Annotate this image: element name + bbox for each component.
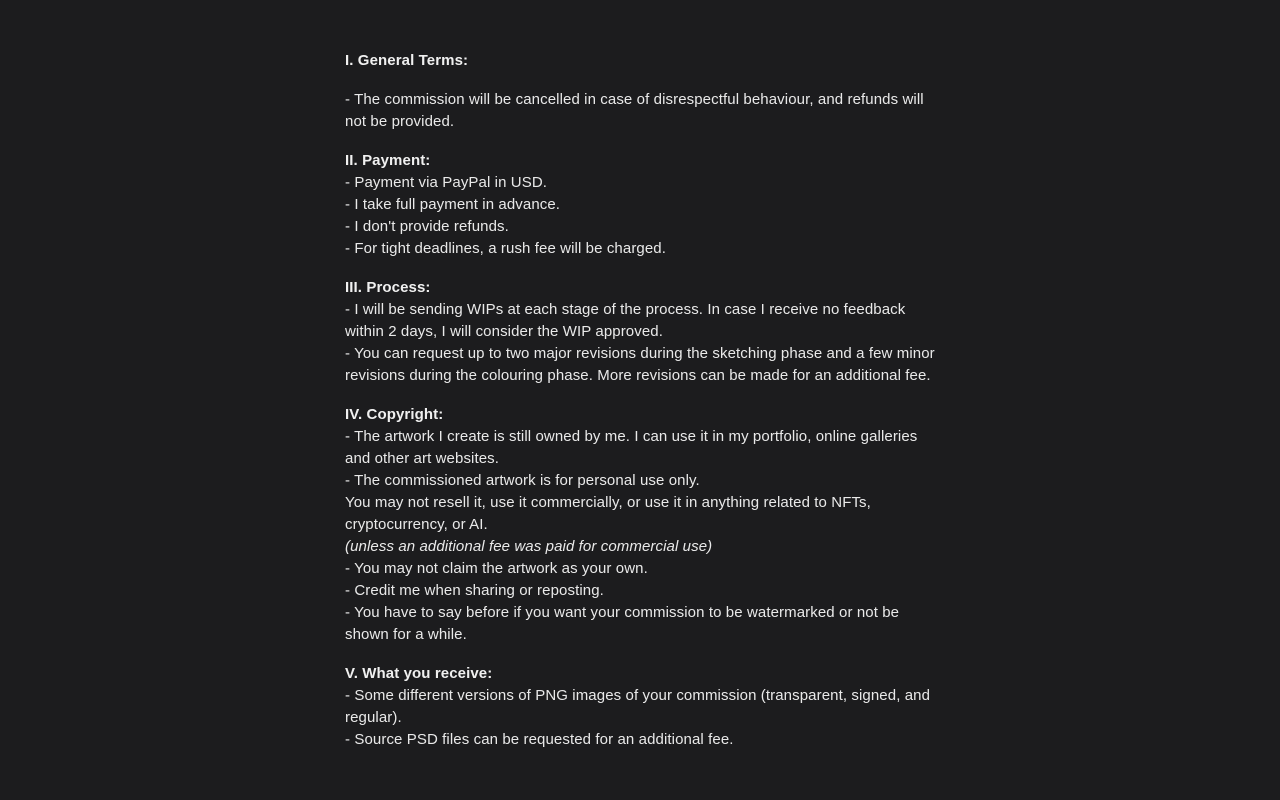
section-title-what-you-receive: V. What you receive: [345,665,493,682]
text-line: - Some different versions of PNG images of your commission (transparent, signed, and [345,687,931,704]
text-line: - You have to say before if you want your commission to be watermarked or not be [345,604,900,621]
text-line: within 2 days, I will consider the WIP approved. [345,323,664,340]
text-line: revisions during the colouring phase. More revisions can be made for an additional fee. [345,367,931,384]
text-line: - Credit me when sharing or reposting. [345,582,604,599]
text-line: - You can request up to two major revisions during the sketching phase and a few minor [345,345,935,362]
section-title-general-terms: I. General Terms: [345,52,469,69]
text-line: - Source PSD files can be requested for an additional fee. [345,731,734,748]
text-line: - You may not claim the artwork as your own. [345,560,648,577]
text-line: regular). [345,709,402,726]
text-line: - I take full payment in advance. [345,196,561,213]
section-title-payment: II. Payment: [345,152,431,169]
section-copyright [345,404,935,646]
text-line: - I will be sending WIPs at each stage of the process. In case I receive no feedback [345,301,906,318]
text-line: and other art websites. [345,450,500,467]
text-line: shown for a while. [345,626,467,643]
section-general-terms [345,50,935,133]
text-line: You may not resell it, use it commercially, or use it in anything related to NFTs, [345,494,871,511]
section-title-process: III. Process: [345,279,431,296]
text-line: - Payment via PayPal in USD. [345,174,548,191]
section-what-you-receive [345,663,935,751]
text-line: - The artwork I create is still owned by me. I can use it in my portfolio, online galleries [345,428,918,445]
section-payment [345,150,935,260]
text-line-commercial-use-note: (unless an additional fee was paid for commercial use) [345,538,713,555]
commission-terms-document [345,0,935,751]
text-line: - I don't provide refunds. [345,218,509,235]
text-line: - The commissioned artwork is for personal use only. [345,472,700,489]
section-title-copyright: IV. Copyright: [345,406,444,423]
text-line: not be provided. [345,113,455,130]
text-line: - For tight deadlines, a rush fee will be charged. [345,240,667,257]
text-line: cryptocurrency, or AI. [345,516,488,533]
text-line: - The commission will be cancelled in case of disrespectful behaviour, and refunds will [345,91,924,108]
section-process [345,277,935,387]
